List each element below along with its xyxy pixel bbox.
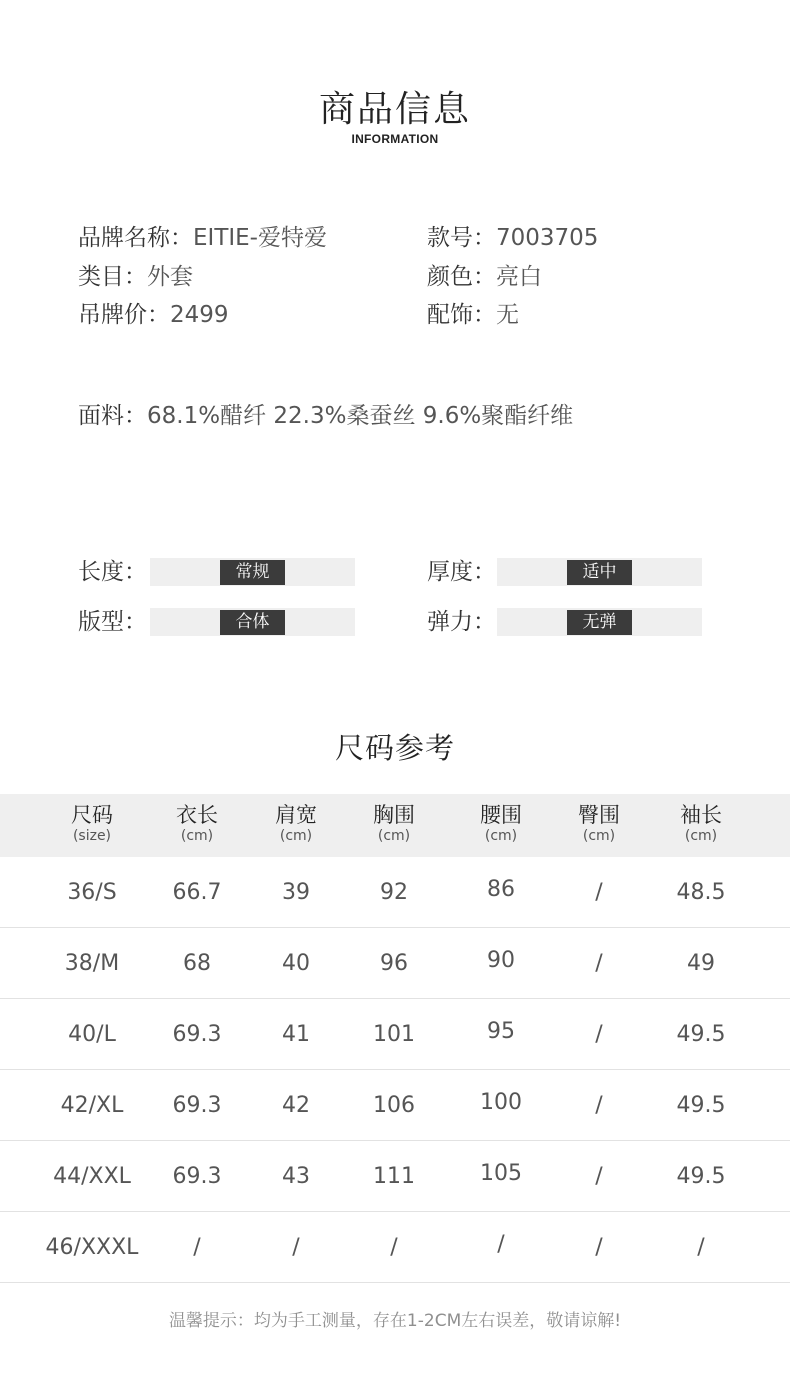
column-name: 胸围 <box>373 803 415 827</box>
table-row <box>0 999 790 1070</box>
category-value: 外套 <box>147 264 193 290</box>
table-cell: 69.3 <box>172 1164 222 1189</box>
size-table-body <box>0 857 790 1283</box>
color-value: 亮白 <box>496 264 542 290</box>
column-name: 尺码 <box>71 803 113 827</box>
table-cell: / <box>697 1235 705 1260</box>
attr-thickness-chip: 适中 <box>567 560 632 585</box>
table-cell: 40/L <box>68 1022 116 1047</box>
table-cell: 95 <box>487 1019 515 1044</box>
attr-thickness <box>427 558 707 586</box>
column-unit: (cm) <box>377 828 411 844</box>
accessory-value: 无 <box>496 302 519 328</box>
color-label: 颜色： <box>427 264 496 290</box>
size-table <box>0 794 790 1283</box>
measurement-note: 温馨提示：均为手工测量，存在1-2CM左右误差，敬请谅解! <box>168 1311 622 1331</box>
column-name: 衣长 <box>176 803 218 827</box>
fabric-value: 68.1%醋纤 22.3%桑蚕丝 9.6%聚酯纤维 <box>147 403 574 429</box>
accessory-label: 配饰： <box>427 302 496 328</box>
table-cell: 66.7 <box>172 880 222 905</box>
table-row <box>0 928 790 999</box>
size-table-header-cell <box>578 802 620 844</box>
column-name: 袖长 <box>680 803 722 827</box>
attr-elasticity <box>427 608 707 636</box>
size-table-header-cell <box>176 802 218 844</box>
table-cell: 69.3 <box>172 1093 222 1118</box>
attr-elasticity-label: 弹力： <box>427 609 496 635</box>
style-no-label: 款号： <box>427 225 496 251</box>
table-cell: / <box>595 1093 603 1118</box>
brand-value: EITIE-爱特爱 <box>193 225 327 251</box>
column-unit: (cm) <box>582 828 616 844</box>
attr-thickness-label: 厚度： <box>427 559 496 585</box>
table-cell: 68 <box>183 951 211 976</box>
table-cell: 42/XL <box>60 1093 124 1118</box>
table-cell: 86 <box>487 877 515 902</box>
column-unit: (cm) <box>484 828 518 844</box>
size-table-header-cell <box>480 802 522 844</box>
attr-length-track <box>150 558 355 586</box>
table-cell: / <box>497 1232 505 1257</box>
table-cell: 44/XXL <box>53 1164 131 1189</box>
table-cell: 42 <box>282 1093 310 1118</box>
column-unit: (size) <box>72 828 112 844</box>
column-name: 臀围 <box>578 803 620 827</box>
category-label: 类目： <box>78 264 147 290</box>
style-no-value: 7003705 <box>496 225 599 251</box>
table-cell: 111 <box>373 1164 415 1189</box>
style-no-info <box>427 223 598 253</box>
table-cell: 101 <box>373 1022 415 1047</box>
table-cell: 40 <box>282 951 310 976</box>
size-chart-title: 尺码参考 <box>334 731 455 765</box>
table-cell: 46/XXXL <box>45 1235 139 1260</box>
table-cell: 39 <box>282 880 310 905</box>
table-row <box>0 1070 790 1141</box>
table-cell: 105 <box>480 1161 522 1186</box>
table-row <box>0 1212 790 1283</box>
tag-price-label: 吊牌价： <box>78 302 170 328</box>
column-unit: (cm) <box>279 828 313 844</box>
table-cell: 36/S <box>67 880 117 905</box>
page-subtitle: INFORMATION <box>351 132 439 146</box>
table-row <box>0 1141 790 1212</box>
table-cell: 92 <box>380 880 408 905</box>
size-table-header-cell <box>680 802 722 844</box>
brand-info <box>78 223 327 253</box>
fabric-info <box>78 401 573 431</box>
table-cell: / <box>595 880 603 905</box>
table-cell: / <box>193 1235 201 1260</box>
attr-thickness-track <box>497 558 702 586</box>
table-cell: 49.5 <box>676 1022 726 1047</box>
attr-fit-label: 版型： <box>78 609 147 635</box>
attr-length <box>78 558 358 586</box>
color-info <box>427 262 542 292</box>
table-cell: 43 <box>282 1164 310 1189</box>
table-cell: 41 <box>282 1022 310 1047</box>
tag-price-info <box>78 300 229 330</box>
attr-fit-chip: 合体 <box>220 610 285 635</box>
table-cell: / <box>390 1235 398 1260</box>
table-cell: 49 <box>687 951 715 976</box>
table-cell: 100 <box>480 1090 522 1115</box>
attr-fit <box>78 608 358 636</box>
table-cell: 49.5 <box>676 1164 726 1189</box>
table-cell: 49.5 <box>676 1093 726 1118</box>
table-cell: 106 <box>373 1093 415 1118</box>
column-unit: (cm) <box>684 828 718 844</box>
attr-length-label: 长度： <box>78 559 147 585</box>
table-row <box>0 857 790 928</box>
fabric-label: 面料： <box>78 403 147 429</box>
table-cell: / <box>292 1235 300 1260</box>
section-header <box>0 88 790 146</box>
attr-fit-track <box>150 608 355 636</box>
attr-elasticity-chip: 无弹 <box>567 610 632 635</box>
accessory-info <box>427 300 519 330</box>
table-cell: 48.5 <box>676 880 726 905</box>
size-table-header <box>0 794 790 857</box>
category-info <box>78 262 193 292</box>
column-name: 腰围 <box>480 803 522 827</box>
attr-length-chip: 常规 <box>220 560 285 585</box>
column-unit: (cm) <box>180 828 214 844</box>
table-cell: / <box>595 1022 603 1047</box>
size-table-header-cell <box>71 802 113 844</box>
table-cell: 69.3 <box>172 1022 222 1047</box>
table-cell: / <box>595 951 603 976</box>
attr-elasticity-track <box>497 608 702 636</box>
page-title: 商品信息 <box>318 89 471 130</box>
tag-price-value: 2499 <box>170 302 229 328</box>
table-cell: 90 <box>487 948 515 973</box>
table-cell: / <box>595 1164 603 1189</box>
column-name: 肩宽 <box>275 803 317 827</box>
table-cell: 38/M <box>64 951 120 976</box>
brand-label: 品牌名称： <box>78 225 193 251</box>
size-table-header-cell <box>373 802 415 844</box>
size-table-header-cell <box>275 802 317 844</box>
table-cell: / <box>595 1235 603 1260</box>
table-cell: 96 <box>380 951 408 976</box>
